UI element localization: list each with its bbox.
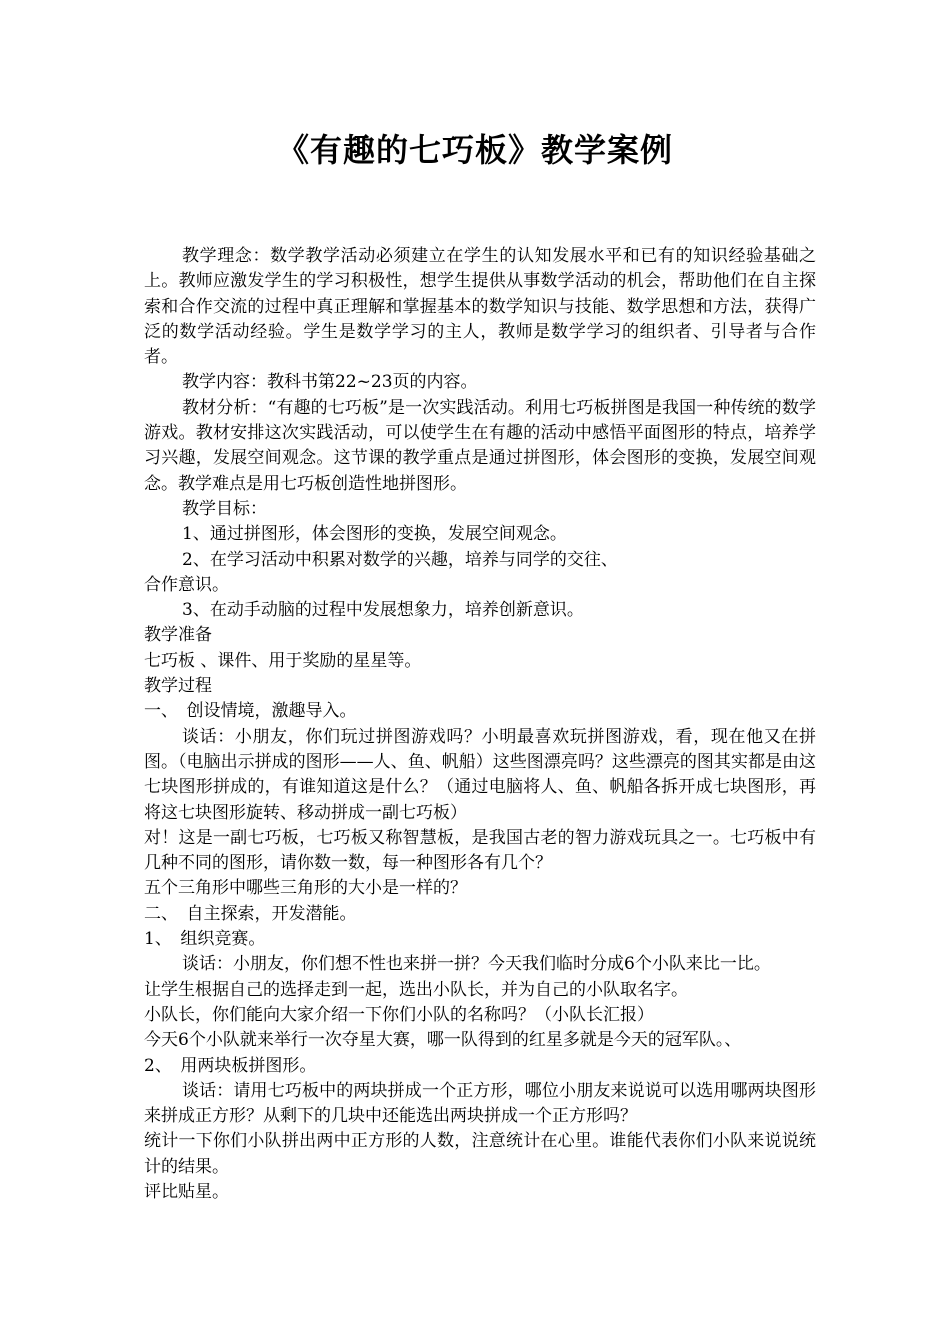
document-title: 《有趣的七巧板》教学案例 (276, 131, 673, 169)
document-body (144, 244, 816, 1205)
paragraph-teaching-goals-heading: 教学目标： (182, 498, 267, 519)
paragraph-process-heading: 教学过程 (144, 676, 212, 697)
paragraph-section-1-talk: 谈话：小朋友，你们玩过拼图游戏吗？小明最喜欢玩拼图游戏，看，现在他又在拼图。（电脑出示拼成的图形——人、鱼、帆船）这些图漂亮吗？这些漂亮的图其实都是由这七块图形拼成的，有谁知道这是什么？（通过电脑将人、鱼、帆船各拆开成七块图形，再将这七块图形旋转、移动拼成一副七巧板） (144, 726, 816, 823)
paragraph-teaching-philosophy: 教学理念：数学教学活动必须建立在学生的认知发展水平和已有的知识经验基础之上。教师应激发学生的学习积极性，想学生提供从事数学活动的机会，帮助他们在自主探索和合作交流的过程中真正理解和掌握基本的数学知识与技能、数学思想和方法，获得广泛的数学活动经验。学生是数学学习的主人，教师是数学学习的组织者、引导者与合作者。 (144, 246, 816, 368)
paragraph-goal-3: 3、在动手动脑的过程中发展想象力，培养创新意识。 (182, 600, 584, 621)
paragraph-section-2-heading: 二、 自主探索，开发潜能。 (144, 903, 357, 924)
paragraph-goal-1: 1、通过拼图形，体会图形的变换，发展空间观念。 (182, 524, 567, 545)
paragraph-goal-2: 2、在学习活动中积累对数学的兴趣，培养与同学的交往、 (182, 549, 618, 570)
paragraph-triangles-question: 五个三角形中哪些三角形的大小是一样的？ (144, 878, 467, 899)
paragraph-preparation-heading: 教学准备 (144, 625, 212, 646)
paragraph-preparation-items: 七巧板 、课件、用于奖励的星星等。 (144, 650, 422, 671)
paragraph-award-stars: 评比贴星。 (144, 1181, 229, 1202)
paragraph-star-contest: 今天6个小队就来举行一次夺星大赛，哪一队得到的红星多就是今天的冠军队。、 (144, 1030, 742, 1051)
paragraph-goal-2-continued: 合作意识。 (144, 574, 229, 595)
paragraph-tangram-intro: 对！这是一副七巧板，七巧板又称智慧板，是我国古老的智力游戏玩具之一。七巧板中有几种不同的图形，请你数一数，每一种图形各有几个？ (144, 827, 816, 874)
paragraph-item-1-talk: 谈话：小朋友，你们想不性也来拼一拼？今天我们临时分成6个小队来比一比。 (182, 954, 771, 975)
paragraph-material-analysis: 教材分析：“有趣的七巧板”是一次实践活动。利用七巧板拼图是我国一种传统的数学游戏。教材安排这次实践活动，可以使学生在有趣的活动中感悟平面图形的特点，培养学习兴趣，发展空间观念。这节课的教学重点是通过拼图形，体会图形的变换，发展空间观念。教学难点是用七巧板创造性地拼图形。 (144, 397, 816, 494)
paragraph-teaching-content: 教学内容：教科书第22~23页的内容。 (182, 372, 478, 393)
paragraph-item-2-talk: 谈话：请用七巧板中的两块拼成一个正方形，哪位小朋友来说说可以选用哪两块图形来拼成正方形？从剩下的几块中还能选出两块拼成一个正方形吗？ (144, 1080, 816, 1127)
paragraph-statistics: 统计一下你们小队拼出两中正方形的人数，注意统计在心里。谁能代表你们小队来说说统计的结果。 (144, 1131, 816, 1177)
paragraph-group-names: 小队长，你们能向大家介绍一下你们小队的名称吗？（小队长汇报） (144, 1004, 654, 1025)
paragraph-item-1-heading: 1、 组织竞赛。 (144, 929, 266, 950)
paragraph-group-forming: 让学生根据自己的选择走到一起，选出小队长，并为自己的小队取名字。 (144, 979, 688, 1000)
paragraph-section-1-heading: 一、 创设情境，激趣导入。 (144, 701, 357, 722)
paragraph-item-2-heading: 2、 用两块板拼图形。 (144, 1055, 317, 1076)
